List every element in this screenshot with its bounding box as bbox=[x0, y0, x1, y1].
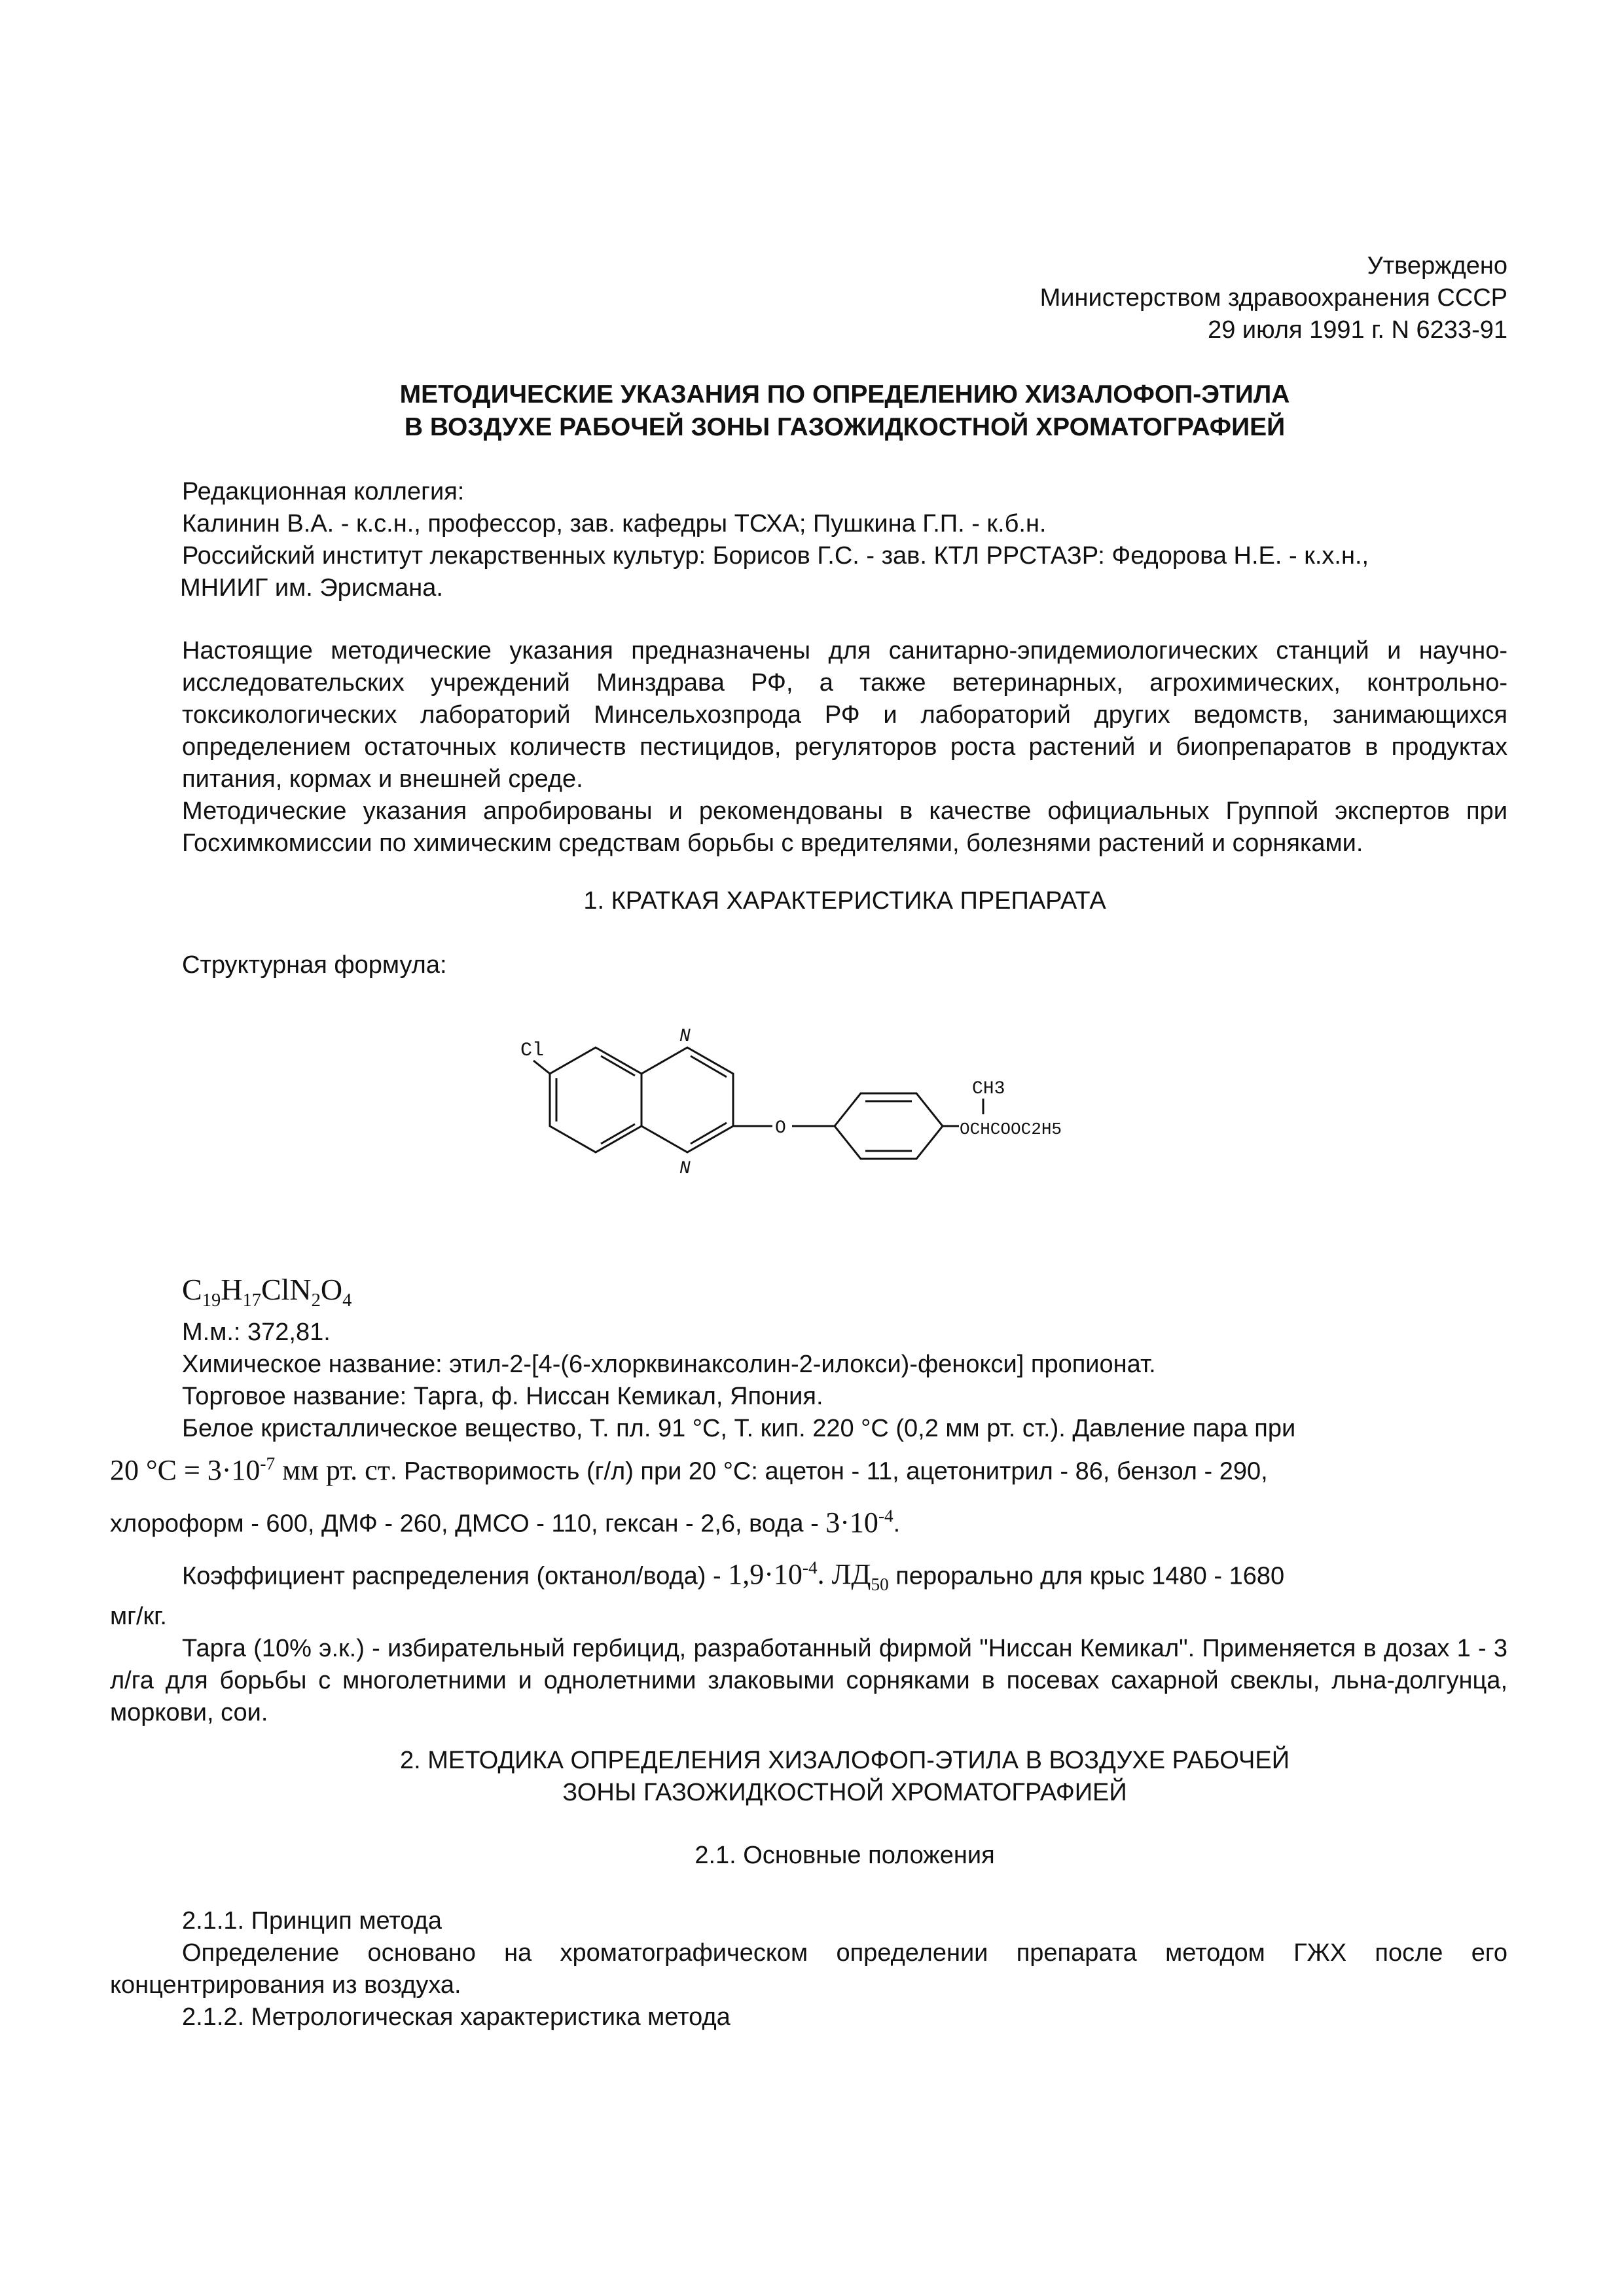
molecule-bonds bbox=[533, 1048, 983, 1159]
methyl-label: CH3 bbox=[972, 1079, 1005, 1099]
vapor-pressure-formula: 20 $^\circ C = 3\cdot 10^{-7}$ мм рт. ст bbox=[110, 1453, 390, 1486]
formula-c: C bbox=[182, 1273, 202, 1306]
subsection-2-1-heading: 2.1. Основные положения bbox=[695, 1842, 995, 1869]
ester-chain-label: OCHCOOC2H5 bbox=[960, 1120, 1062, 1139]
formula-o: O bbox=[320, 1273, 343, 1306]
partition-line: Коэффициент распределения (октанол/вода) - $1,9\cdot 10^{-4}$. $ЛД_{50}$ перорально для крыс 1480 - 1680 bbox=[182, 1558, 1285, 1594]
item-2-1-1-text: Определение основано на хроматографическом определении препарата методом ГЖХ после его концентрирования из воздуха. bbox=[110, 1939, 1507, 1999]
section-2-heading-line-1: 2. МЕТОДИКА ОПРЕДЕЛЕНИЯ ХИЗАЛОФОП-ЭТИЛА В ВОЗДУХЕ РАБОЧЕЙ bbox=[399, 1747, 1290, 1774]
molecular-formula bbox=[182, 1273, 1507, 1317]
item-2-1-2-title: 2.1.2. Метрологическая характеристика метода bbox=[182, 2003, 731, 2031]
approval-line-2: Министерством здравоохранения СССР bbox=[1039, 284, 1507, 312]
nitrogen-top-label: N bbox=[679, 1027, 691, 1047]
properties-section bbox=[110, 1273, 1507, 1729]
approval-stamp bbox=[785, 250, 1507, 346]
formula-h: H bbox=[221, 1273, 243, 1306]
intro-section bbox=[182, 635, 1507, 860]
partition-unit: мг/кг. bbox=[110, 1602, 167, 1630]
chlorine-label: Cl bbox=[520, 1040, 545, 1062]
item-2-1-1-title: 2.1.1. Принцип метода bbox=[182, 1907, 442, 1935]
trade-name: Торговое название: Тарга, ф. Ниссан Кемикал, Япония. bbox=[182, 1383, 823, 1411]
editorial-heading: Редакционная коллегия: bbox=[182, 478, 465, 505]
formula-h-count: 17 bbox=[242, 1290, 261, 1311]
formula-n-count: 2 bbox=[311, 1290, 321, 1311]
document-title bbox=[182, 378, 1507, 444]
title-line-1: МЕТОДИЧЕСКИЕ УКАЗАНИЯ ПО ОПРЕДЕЛЕНИЮ ХИЗАЛОФОП-ЭТИЛА bbox=[399, 380, 1290, 409]
oxygen-label: O bbox=[775, 1118, 786, 1139]
solubility-text: . Растворимость (г/л) при 20 °С: ацетон - 11, ацетонитрил - 86, бензол - 290, bbox=[389, 1457, 1268, 1485]
chemical-name: Химическое название: этил-2-[4-(6-хлорквинаксолин-2-илокси)-фенокси] пропионат. bbox=[182, 1351, 1156, 1379]
approval-line-1: Утверждено bbox=[1367, 252, 1507, 280]
intro-paragraph-2: Методические указания апробированы и рекомендованы в качестве официальных Группой экспертов при Госхимкомиссии по химическим средствам борьбы с вредителями, болезнями растений и сорняками. bbox=[182, 797, 1507, 857]
partition-coefficient: $1,9\cdot 10^{-4}$. $ЛД_{50}$ bbox=[728, 1558, 889, 1594]
section-2-1-body bbox=[110, 1905, 1507, 2033]
section-1-heading: 1. КРАТКАЯ ХАРАКТЕРИСТИКА ПРЕПАРАТА bbox=[583, 887, 1106, 915]
section-2-heading bbox=[182, 1745, 1507, 1809]
editorial-line-1: Калинин В.А. - к.с.н., профессор, зав. кафедры ТСХА; Пушкина Г.П. - к.б.н. bbox=[182, 510, 1047, 538]
targa-paragraph: Тарга (10% э.к.) - избирательный гербицид, разработанный фирмой "Ниссан Кемикал". Применяется в дозах 1 - 3 л/га для борьбы с многолетними и однолетними злаковыми сорняками в посевах сахарной свеклы, льна-долгунца, моркови, сои. bbox=[110, 1634, 1507, 1726]
title-line-2: В ВОЗДУХЕ РАБОЧЕЙ ЗОНЫ ГАЗОЖИДКОСТНОЙ ХРОМАТОГРАФИЕЙ bbox=[404, 413, 1286, 441]
formula-label: Структурная формула: bbox=[182, 951, 447, 979]
properties-line-1: Белое кристаллическое вещество, Т. пл. 91 °С, Т. кип. 220 °С (0,2 мм рт. ст.). Давление пара при bbox=[182, 1415, 1296, 1443]
structural-formula bbox=[497, 1021, 1152, 1237]
nitrogen-bottom-label: N bbox=[679, 1159, 691, 1179]
editorial-board bbox=[182, 476, 1507, 604]
editorial-line-3: МНИИГ им. Эрисмана. bbox=[180, 574, 443, 602]
formula-cln: ClN bbox=[261, 1273, 312, 1306]
properties-line-2 bbox=[110, 1448, 1507, 1488]
formula-o-count: 4 bbox=[342, 1290, 352, 1311]
molecular-mass: М.м.: 372,81. bbox=[182, 1319, 331, 1347]
formula-c-count: 19 bbox=[202, 1290, 221, 1311]
approval-line-3: 29 июля 1991 г. N 6233-91 bbox=[1208, 316, 1507, 344]
editorial-line-2: Российский институт лекарственных культур: Борисов Г.С. - зав. КТЛ РРСТАЗР: Федорова Н.Е. - к.х.н., bbox=[182, 542, 1369, 570]
section-2-heading-line-2: ЗОНЫ ГАЗОЖИДКОСТНОЙ ХРОМАТОГРАФИЕЙ bbox=[562, 1779, 1127, 1806]
intro-paragraph-1: Настоящие методические указания предназначены для санитарно-эпидемиологических станций и научно-исследовательских учреждений Минздрава РФ, а также ветеринарных, агрохимических, контрольно-токсикологических лабораторий Минсельхозпрода РФ и лабораторий других ведомств, занимающихся определением остаточных количеств пестицидов, регуляторов роста растений и биопрепаратов в продуктах питания, кормах и внешней среде. bbox=[182, 637, 1507, 793]
properties-line-3: хлороформ - 600, ДМФ - 260, ДМСО - 110, гексан - 2,6, вода - $3\cdot 10^{-4}$. bbox=[110, 1505, 901, 1539]
water-solubility-formula: $3\cdot 10^{-4}$ bbox=[825, 1505, 893, 1539]
